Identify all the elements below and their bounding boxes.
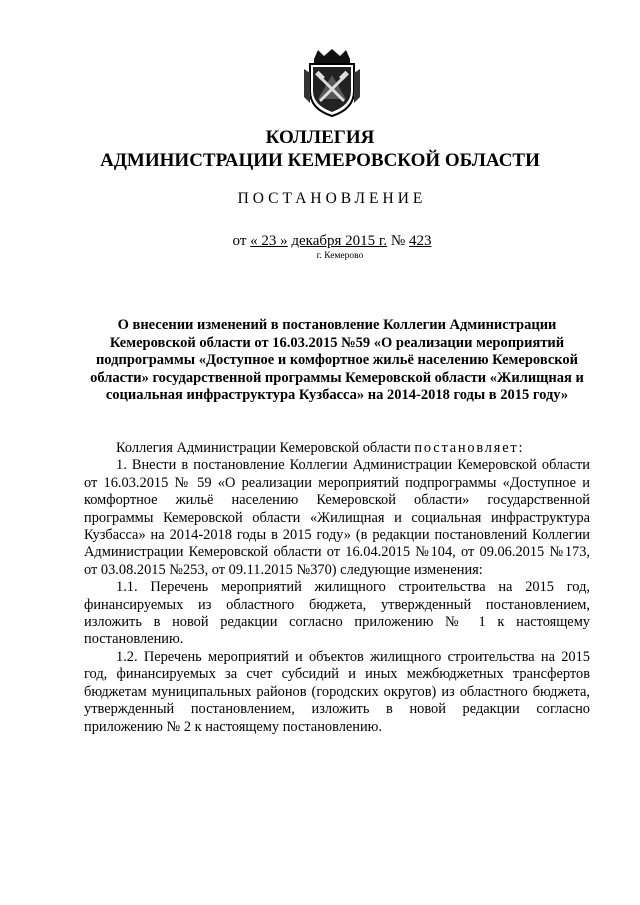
number-label: № (390, 233, 406, 249)
intro-resolves: постановляет: (414, 440, 525, 456)
date-day: « 23 » (250, 233, 288, 249)
org-name-line2: АДМИНИСТРАЦИИ КЕМЕРОВСКОЙ ОБЛАСТИ (100, 150, 540, 171)
document-type: ПОСТАНОВЛЕНИЕ (237, 190, 427, 207)
paragraph-1-1: 1.1. Перечень мероприятий жилищного строительства на 2015 год, финансируемых из областного бюджета, утвержденный постановлением, изложить в новой редакции согласно приложению № 1 к настоящему постановлению. (84, 579, 590, 648)
intro-paragraph (84, 440, 590, 457)
document-number: 423 (408, 233, 432, 249)
paragraph-1: 1. Внести в постановление Коллегии Администрации Кемеровской области от 16.03.2015 № 59 «О реализации мероприятий подпрограммы «Доступное и комфортное жильё населению Кемеровской области» государственной программы Кемеровской области «Жилищная и социальная инфраструктура Кузбасса» на 2014-2018 годы в 2015 году» (в редакции постановлений Коллегии Администрации Кемеровской области от 16.04.2015 №104, от 09.06.2015 №173, от 03.08.2015 №253, от 09.11.2015 №370) следующие изменения: (84, 457, 590, 578)
document-title: О внесении изменений в постановление Коллегии Администрации Кемеровской области от 16.03.2015 №59 «О реализации мероприятий подпрограммы «Доступное и комфортное жильё населению Кемеровской области» государственной программы Кемеровской области «Жилищная и социальная инфраструктура Кузбасса» на 2014-2018 годы в 2015 году» (90, 317, 584, 403)
date-line (0, 233, 640, 250)
org-name-line1: КОЛЛЕГИЯ (265, 127, 375, 148)
date-month-year: декабря 2015 г. (291, 233, 388, 249)
document-body (84, 440, 590, 736)
city-name: г. Кемерово (316, 251, 364, 261)
coat-of-arms-icon (300, 47, 364, 119)
date-prefix: от (232, 233, 247, 249)
intro-lead: Коллегия Администрации Кемеровской области (116, 440, 411, 456)
paragraph-1-2: 1.2. Перечень мероприятий и объектов жилищного строительства на 2015 год, финансируемых за счет субсидий и иных межбюджетных трансфертов бюджетам муниципальных районов (городских округов) из областного бюджета, утвержденный постановлением, изложить в новой редакции согласно приложению № 2 к настоящему постановлению. (84, 648, 590, 735)
